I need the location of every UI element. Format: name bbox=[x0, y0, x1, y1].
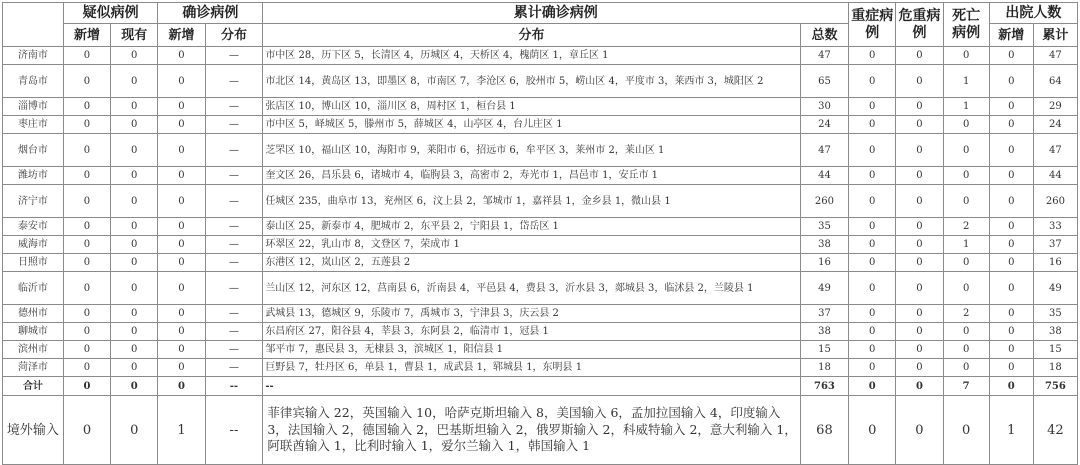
table-row bbox=[3, 341, 1078, 359]
cell-city: 合计 bbox=[3, 377, 64, 396]
cell-dist: 张店区 10，博山区 10，淄川区 8，周村区 1，桓台县 1 bbox=[263, 98, 801, 116]
cell-c-new: 0 bbox=[158, 323, 205, 341]
cell-d-new: 0 bbox=[989, 218, 1033, 236]
cell-death: 0 bbox=[943, 185, 989, 218]
cell-severe: 0 bbox=[849, 134, 896, 167]
cell-severe: 0 bbox=[849, 98, 896, 116]
cell-city: 青岛市 bbox=[3, 65, 64, 98]
cell-s-new: 0 bbox=[63, 65, 110, 98]
cell-s-new: 0 bbox=[63, 98, 110, 116]
cell-critical: 0 bbox=[896, 254, 943, 272]
cell-d-cum: 64 bbox=[1033, 65, 1077, 98]
cell-critical: 0 bbox=[896, 341, 943, 359]
cell-c-dist: — bbox=[205, 305, 263, 323]
cell-c-new: 0 bbox=[158, 98, 205, 116]
cell-critical: 0 bbox=[896, 218, 943, 236]
cell-s-new: 0 bbox=[63, 134, 110, 167]
cell-critical: 0 bbox=[896, 134, 943, 167]
cell-critical: 0 bbox=[896, 65, 943, 98]
cell-d-cum: 260 bbox=[1033, 185, 1077, 218]
cell-d-new: 0 bbox=[989, 323, 1033, 341]
cell-d-cum: 49 bbox=[1033, 272, 1077, 305]
cell-c-dist: — bbox=[205, 236, 263, 254]
cell-c-dist: — bbox=[205, 134, 263, 167]
cell-death: 7 bbox=[943, 377, 989, 396]
discharged-new-header: 新增 bbox=[989, 24, 1033, 47]
cell-dist: 任城区 235，曲阜市 13，兖州区 6，汶上县 2，邹城市 1，嘉祥县 1，金乡县 1，微山县 1 bbox=[263, 185, 801, 218]
cell-death: 0 bbox=[943, 116, 989, 134]
suspected-header: 疑似病例 bbox=[63, 3, 157, 24]
cell-dist: 武城县 13，德城区 9，乐陵市 7，禹城市 3，宁津县 3，庆云县 2 bbox=[263, 305, 801, 323]
cell-c-new: 0 bbox=[158, 236, 205, 254]
cell-c-dist: -- bbox=[205, 396, 263, 465]
table-row bbox=[3, 272, 1078, 305]
total-header: 总数 bbox=[800, 24, 848, 47]
cell-d-cum: 33 bbox=[1033, 218, 1077, 236]
cell-death: 2 bbox=[943, 218, 989, 236]
critical-header: 危重病例 bbox=[896, 3, 943, 47]
cell-total: 37 bbox=[800, 305, 848, 323]
cell-s-cur: 0 bbox=[111, 218, 158, 236]
cell-d-new: 0 bbox=[989, 134, 1033, 167]
cell-critical: 0 bbox=[896, 305, 943, 323]
cell-critical: 0 bbox=[896, 47, 943, 65]
cell-d-cum: 42 bbox=[1033, 396, 1077, 465]
cell-severe: 0 bbox=[849, 341, 896, 359]
cell-s-cur: 0 bbox=[111, 359, 158, 377]
table-row bbox=[3, 65, 1078, 98]
cell-c-new: 0 bbox=[158, 341, 205, 359]
cell-dist: 市中区 5，峄城区 5，滕州市 5，薛城区 4，山亭区 4，台儿庄区 1 bbox=[263, 116, 801, 134]
import-row bbox=[3, 396, 1078, 465]
cell-c-new: 0 bbox=[158, 359, 205, 377]
cell-d-new: 1 bbox=[989, 396, 1033, 465]
cell-city: 滨州市 bbox=[3, 341, 64, 359]
cell-d-cum: 38 bbox=[1033, 323, 1077, 341]
cell-total: 47 bbox=[800, 134, 848, 167]
cell-critical: 0 bbox=[896, 396, 943, 465]
cell-d-cum: 24 bbox=[1033, 116, 1077, 134]
cell-s-cur: 0 bbox=[111, 116, 158, 134]
cell-severe: 0 bbox=[849, 323, 896, 341]
cell-s-cur: 0 bbox=[111, 323, 158, 341]
header-row-1 bbox=[3, 3, 1078, 24]
cell-critical: 0 bbox=[896, 236, 943, 254]
cell-critical: 0 bbox=[896, 167, 943, 185]
cell-d-new: 0 bbox=[989, 167, 1033, 185]
cell-severe: 0 bbox=[849, 167, 896, 185]
cell-c-new: 0 bbox=[158, 167, 205, 185]
cell-severe: 0 bbox=[849, 396, 896, 465]
cell-death: 0 bbox=[943, 323, 989, 341]
cell-d-cum: 18 bbox=[1033, 359, 1077, 377]
cell-city: 德州市 bbox=[3, 305, 64, 323]
table-row bbox=[3, 185, 1078, 218]
cell-d-cum: 15 bbox=[1033, 341, 1077, 359]
cell-dist: 环翠区 22，乳山市 8，文登区 7，荣成市 1 bbox=[263, 236, 801, 254]
cell-dist: 东昌府区 27，阳谷县 4，莘县 3，东阿县 2，临清市 1，冠县 1 bbox=[263, 323, 801, 341]
cell-s-cur: 0 bbox=[111, 377, 158, 396]
cell-d-cum: 44 bbox=[1033, 167, 1077, 185]
cell-dist: 奎文区 26，昌乐县 6，诸城市 4，临朐县 3，高密市 2，寿光市 1，昌邑市 1，安丘市 1 bbox=[263, 167, 801, 185]
cell-total: 24 bbox=[800, 116, 848, 134]
cell-c-dist: — bbox=[205, 167, 263, 185]
cell-death: 1 bbox=[943, 236, 989, 254]
cell-severe: 0 bbox=[849, 305, 896, 323]
cell-s-new: 0 bbox=[63, 377, 110, 396]
cell-s-cur: 0 bbox=[111, 134, 158, 167]
cell-death: 0 bbox=[943, 167, 989, 185]
cell-total: 763 bbox=[800, 377, 848, 396]
cell-death: 0 bbox=[943, 254, 989, 272]
cell-severe: 0 bbox=[849, 116, 896, 134]
cell-critical: 0 bbox=[896, 185, 943, 218]
cell-d-cum: 29 bbox=[1033, 98, 1077, 116]
cell-d-new: 0 bbox=[989, 272, 1033, 305]
cell-c-new: 0 bbox=[158, 254, 205, 272]
cell-death: 0 bbox=[943, 341, 989, 359]
cell-c-new: 0 bbox=[158, 305, 205, 323]
cell-severe: 0 bbox=[849, 65, 896, 98]
cell-s-new: 0 bbox=[63, 272, 110, 305]
cell-city: 济南市 bbox=[3, 47, 64, 65]
cell-dist: 芝罘区 10，福山区 10，海阳市 9，莱阳市 6，招远市 6，牟平区 3，莱州市 2，莱山区 1 bbox=[263, 134, 801, 167]
cell-d-new: 0 bbox=[989, 65, 1033, 98]
cell-dist: -- bbox=[263, 377, 801, 396]
cell-s-cur: 0 bbox=[111, 305, 158, 323]
cell-c-dist: — bbox=[205, 323, 263, 341]
cell-s-new: 0 bbox=[63, 47, 110, 65]
cell-severe: 0 bbox=[849, 185, 896, 218]
cell-c-dist: — bbox=[205, 98, 263, 116]
cell-s-new: 0 bbox=[63, 167, 110, 185]
cell-d-new: 0 bbox=[989, 236, 1033, 254]
cell-s-new: 0 bbox=[63, 218, 110, 236]
cell-s-cur: 0 bbox=[111, 236, 158, 254]
table-row bbox=[3, 305, 1078, 323]
cell-dist: 市中区 28，历下区 5，长清区 4，历城区 4，天桥区 4，槐荫区 1，章丘区 1 bbox=[263, 47, 801, 65]
cell-dist: 菲律宾输入 22，英国输入 10，哈萨克斯坦输入 8，美国输入 6，孟加拉国输入 4，印度输入 3，法国输入 2，德国输入 2，巴基斯坦输入 2，俄罗斯输入 2，科威特输入 2，意大利输入 1，阿联酋输入 1，比利时输入 1，爱尔兰输入 1，韩国输入 1 bbox=[263, 396, 801, 465]
cell-city: 境外输入 bbox=[3, 396, 64, 465]
cell-severe: 0 bbox=[849, 47, 896, 65]
table-row bbox=[3, 98, 1078, 116]
cell-death: 2 bbox=[943, 305, 989, 323]
cell-s-new: 0 bbox=[63, 305, 110, 323]
cell-total: 18 bbox=[800, 359, 848, 377]
cell-total: 38 bbox=[800, 236, 848, 254]
cell-critical: 0 bbox=[896, 323, 943, 341]
cell-critical: 0 bbox=[896, 98, 943, 116]
cell-s-cur: 0 bbox=[111, 65, 158, 98]
cell-dist: 市北区 14，黄岛区 13，即墨区 8，市南区 7，李沧区 6，胶州市 5，崂山区 4，平度市 3，莱西市 3，城阳区 2 bbox=[263, 65, 801, 98]
cell-d-new: 0 bbox=[989, 359, 1033, 377]
cell-critical: 0 bbox=[896, 377, 943, 396]
cell-city: 枣庄市 bbox=[3, 116, 64, 134]
cell-s-new: 0 bbox=[63, 323, 110, 341]
cell-total: 49 bbox=[800, 272, 848, 305]
cell-s-cur: 0 bbox=[111, 272, 158, 305]
suspected-current-header: 现有 bbox=[111, 24, 158, 47]
cell-death: 0 bbox=[943, 359, 989, 377]
cell-severe: 0 bbox=[849, 236, 896, 254]
cell-city: 济宁市 bbox=[3, 185, 64, 218]
cell-c-dist: — bbox=[205, 185, 263, 218]
cell-c-dist: — bbox=[205, 341, 263, 359]
cell-dist: 巨野县 7，牡丹区 6，单县 1，曹县 1，成武县 1，郓城县 1，东明县 1 bbox=[263, 359, 801, 377]
confirmed-new-header: 新增 bbox=[158, 24, 205, 47]
cell-total: 16 bbox=[800, 254, 848, 272]
cumulative-header: 累计确诊病例 bbox=[263, 3, 849, 24]
cell-d-cum: 16 bbox=[1033, 254, 1077, 272]
cell-c-new: 0 bbox=[158, 377, 205, 396]
cell-d-cum: 37 bbox=[1033, 236, 1077, 254]
cell-death: 1 bbox=[943, 98, 989, 116]
cell-s-cur: 0 bbox=[111, 396, 158, 465]
cell-total: 44 bbox=[800, 167, 848, 185]
cell-s-new: 0 bbox=[63, 116, 110, 134]
cell-d-new: 0 bbox=[989, 116, 1033, 134]
cell-c-dist: -- bbox=[205, 377, 263, 396]
cell-c-new: 0 bbox=[158, 116, 205, 134]
cell-death: 0 bbox=[943, 134, 989, 167]
cell-c-dist: — bbox=[205, 47, 263, 65]
cell-c-new: 0 bbox=[158, 272, 205, 305]
cell-dist: 泰山区 25，新泰市 4，肥城市 2，东平县 2，宁阳县 1，岱岳区 1 bbox=[263, 218, 801, 236]
discharged-cum-header: 累计 bbox=[1033, 24, 1077, 47]
cell-c-new: 0 bbox=[158, 134, 205, 167]
cell-total: 68 bbox=[800, 396, 848, 465]
cell-d-new: 0 bbox=[989, 341, 1033, 359]
cell-s-cur: 0 bbox=[111, 47, 158, 65]
cell-s-new: 0 bbox=[63, 236, 110, 254]
cell-c-new: 0 bbox=[158, 185, 205, 218]
cell-c-dist: — bbox=[205, 254, 263, 272]
table-row bbox=[3, 218, 1078, 236]
cell-city: 聊城市 bbox=[3, 323, 64, 341]
cell-severe: 0 bbox=[849, 359, 896, 377]
cell-d-cum: 47 bbox=[1033, 47, 1077, 65]
table-row bbox=[3, 167, 1078, 185]
cell-d-cum: 756 bbox=[1033, 377, 1077, 396]
cell-city: 临沂市 bbox=[3, 272, 64, 305]
cell-total: 260 bbox=[800, 185, 848, 218]
cell-critical: 0 bbox=[896, 272, 943, 305]
cell-s-cur: 0 bbox=[111, 341, 158, 359]
cell-severe: 0 bbox=[849, 254, 896, 272]
cell-c-new: 0 bbox=[158, 218, 205, 236]
cell-city: 潍坊市 bbox=[3, 167, 64, 185]
cell-d-new: 0 bbox=[989, 377, 1033, 396]
cell-dist: 东港区 12，岚山区 2，五莲县 2 bbox=[263, 254, 801, 272]
severe-header: 重症病例 bbox=[849, 3, 896, 47]
cell-city: 威海市 bbox=[3, 236, 64, 254]
cell-dist: 邹平市 7，惠民县 3，无棣县 3，滨城区 1，阳信县 1 bbox=[263, 341, 801, 359]
cell-severe: 0 bbox=[849, 272, 896, 305]
cell-total: 47 bbox=[800, 47, 848, 65]
cell-dist: 兰山区 12，河东区 12，莒南县 6，沂南县 4，平邑县 4，费县 3，沂水县 3，郯城县 3，临沭县 2，兰陵县 1 bbox=[263, 272, 801, 305]
covid-statistics-table bbox=[2, 2, 1078, 465]
cell-s-new: 0 bbox=[63, 341, 110, 359]
confirmed-dist-header: 分布 bbox=[205, 24, 263, 47]
cell-city: 淄博市 bbox=[3, 98, 64, 116]
cell-d-new: 0 bbox=[989, 98, 1033, 116]
cell-death: 1 bbox=[943, 65, 989, 98]
table-row bbox=[3, 116, 1078, 134]
suspected-new-header: 新增 bbox=[63, 24, 110, 47]
cell-s-new: 0 bbox=[63, 359, 110, 377]
table-row bbox=[3, 134, 1078, 167]
cell-total: 38 bbox=[800, 323, 848, 341]
cell-c-dist: — bbox=[205, 272, 263, 305]
confirmed-header: 确诊病例 bbox=[158, 3, 263, 24]
cell-critical: 0 bbox=[896, 116, 943, 134]
cell-c-dist: — bbox=[205, 359, 263, 377]
cell-d-cum: 35 bbox=[1033, 305, 1077, 323]
table-row bbox=[3, 236, 1078, 254]
cell-total: 65 bbox=[800, 65, 848, 98]
cell-s-cur: 0 bbox=[111, 98, 158, 116]
cell-d-new: 0 bbox=[989, 185, 1033, 218]
cell-c-dist: — bbox=[205, 116, 263, 134]
cell-severe: 0 bbox=[849, 218, 896, 236]
cell-s-cur: 0 bbox=[111, 167, 158, 185]
cell-death: 0 bbox=[943, 47, 989, 65]
cell-d-new: 0 bbox=[989, 305, 1033, 323]
city-header bbox=[3, 3, 64, 47]
cell-c-new: 1 bbox=[158, 396, 205, 465]
cell-c-dist: — bbox=[205, 65, 263, 98]
cumulative-dist-header: 分布 bbox=[263, 24, 801, 47]
cell-s-new: 0 bbox=[63, 396, 110, 465]
cell-d-new: 0 bbox=[989, 254, 1033, 272]
cell-city: 烟台市 bbox=[3, 134, 64, 167]
table-row bbox=[3, 359, 1078, 377]
cell-c-new: 0 bbox=[158, 65, 205, 98]
cell-s-new: 0 bbox=[63, 254, 110, 272]
total-row bbox=[3, 377, 1078, 396]
cell-c-dist: — bbox=[205, 218, 263, 236]
cell-severe: 0 bbox=[849, 377, 896, 396]
cell-d-cum: 47 bbox=[1033, 134, 1077, 167]
cell-c-new: 0 bbox=[158, 47, 205, 65]
cell-total: 30 bbox=[800, 98, 848, 116]
discharged-header: 出院人数 bbox=[989, 3, 1077, 24]
cell-death: 0 bbox=[943, 272, 989, 305]
table-row bbox=[3, 254, 1078, 272]
cell-critical: 0 bbox=[896, 359, 943, 377]
cell-city: 泰安市 bbox=[3, 218, 64, 236]
cell-death: 0 bbox=[943, 396, 989, 465]
cell-s-cur: 0 bbox=[111, 254, 158, 272]
cell-city: 菏泽市 bbox=[3, 359, 64, 377]
cell-d-new: 0 bbox=[989, 47, 1033, 65]
cell-total: 15 bbox=[800, 341, 848, 359]
cell-total: 35 bbox=[800, 218, 848, 236]
cell-city: 日照市 bbox=[3, 254, 64, 272]
table-row bbox=[3, 47, 1078, 65]
cell-s-new: 0 bbox=[63, 185, 110, 218]
table-row bbox=[3, 323, 1078, 341]
cell-s-cur: 0 bbox=[111, 185, 158, 218]
death-header: 死亡病例 bbox=[943, 3, 989, 47]
